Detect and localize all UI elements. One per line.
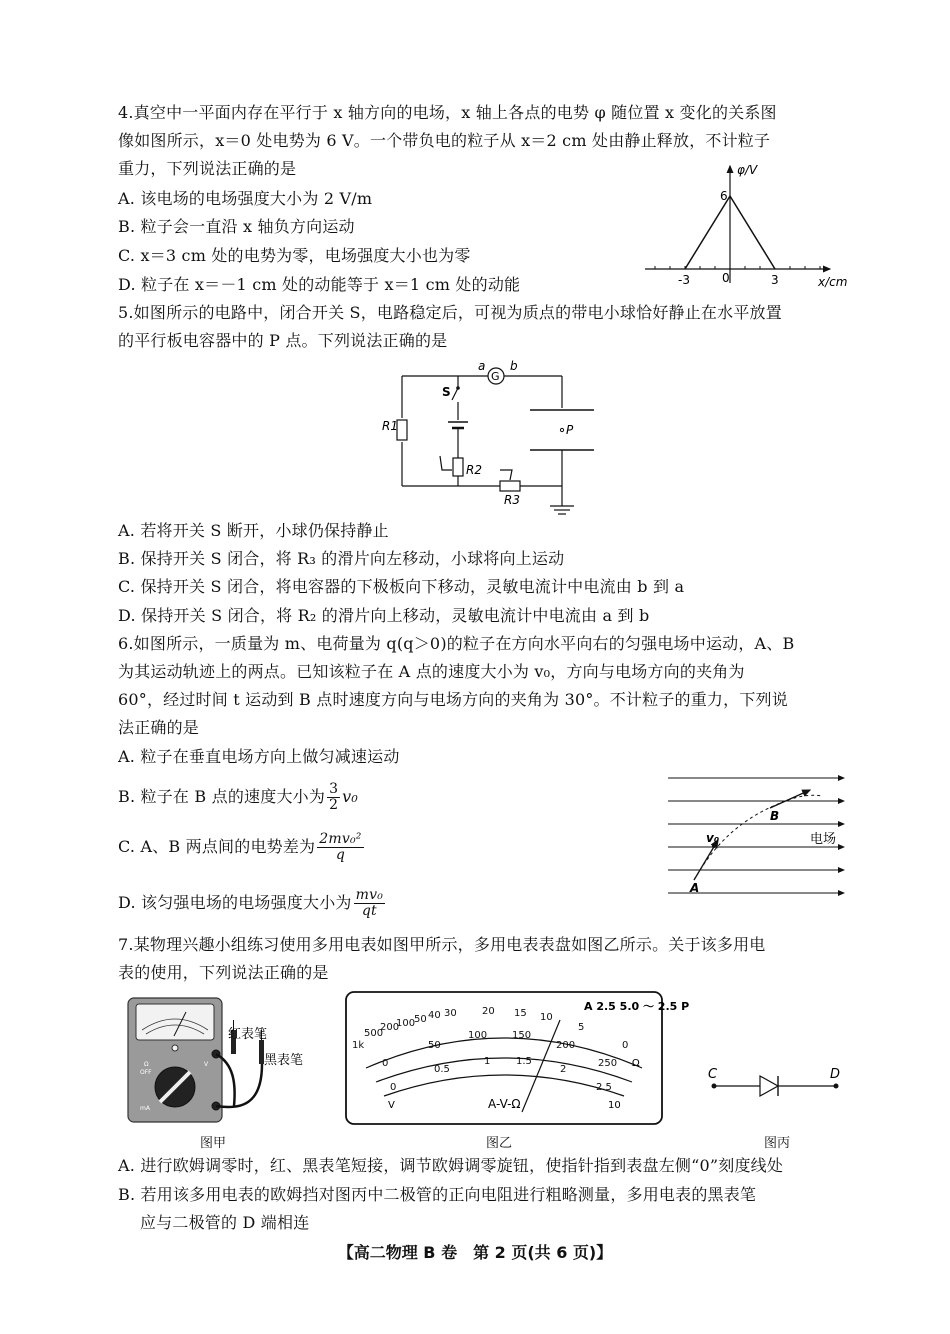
dial-center-label: A-V-Ω xyxy=(488,1097,521,1111)
q6-option-a: A. 粒子在垂直电场方向上做匀减速运动 xyxy=(118,747,400,766)
mid-tick: 250 xyxy=(598,1058,618,1069)
q6-stem-line1: 6.如图所示，一质量为 m、电荷量为 q(q＞0)的粒子在方向水平向右的匀强电场中运动，A、B xyxy=(118,634,795,653)
multimeter-dial xyxy=(344,990,690,1126)
q6-option-b-unit: v₀ xyxy=(342,787,359,806)
y-axis-label: φ/V xyxy=(737,163,758,177)
q6-option-b-text: B. 粒子在 B 点的速度大小为 xyxy=(118,787,326,806)
page-footer: 【高二物理 B 卷 第 2 页(共 6 页)】 xyxy=(337,1243,613,1262)
mid-tick: 150 xyxy=(512,1030,532,1041)
multimeter-figure xyxy=(124,994,314,1128)
q4-stem-line3: 重力，下列说法正确的是 xyxy=(118,159,297,178)
caption-fig-c: 图丙 xyxy=(764,1136,791,1151)
q6-option-c xyxy=(118,832,366,863)
q5-circuit-diagram xyxy=(380,358,600,518)
svg-text:V: V xyxy=(204,1061,209,1068)
q6-option-b-fraction xyxy=(327,782,340,813)
x-axis-label: x/cm xyxy=(818,275,848,289)
ohm-tick: 10 xyxy=(540,1012,553,1023)
diode-symbol xyxy=(760,1076,778,1096)
dial-v-label: V xyxy=(388,1100,395,1111)
right-label: 3 xyxy=(771,273,779,287)
q7-option-b-line2: 应与二极管的 D 端相连 xyxy=(140,1213,310,1232)
terminal-a: a xyxy=(478,359,486,373)
galv-label: G xyxy=(491,370,500,383)
q6-option-d xyxy=(118,888,387,919)
ohm-tick: 1k xyxy=(352,1040,365,1051)
v0-label: v₀ xyxy=(706,831,720,845)
zero-adjust-screw xyxy=(172,1045,178,1051)
left-label: -3 xyxy=(678,273,690,287)
q6-stem-line4: 法正确的是 xyxy=(118,718,200,737)
q6-stem-line3: 60°，经过时间 t 运动到 B 点时速度方向与电场方向的夹角为 30°。不计粒子的重力，下列说 xyxy=(118,690,788,709)
ohm-tick: 5 xyxy=(578,1022,585,1033)
velocity-b-arrow xyxy=(770,790,810,808)
q6-option-d-text: D. 该匀强电场的电场强度大小为 xyxy=(118,893,352,912)
q4-option-d: D. 粒子在 x＝－1 cm 处的动能等于 x＝1 cm 处的动能 xyxy=(118,275,521,294)
q6-stem-line2: 为其运动轨迹上的两点。已知该粒子在 A 点的速度大小为 v₀，方向与电场方向的夹角为 xyxy=(118,662,745,681)
black-probe-wire xyxy=(216,1064,262,1107)
ohm-tick: 200 xyxy=(380,1022,400,1033)
mid-tick: 100 xyxy=(468,1030,488,1041)
q6-option-b xyxy=(118,782,358,813)
q7-stem-line1: 7.某物理兴趣小组练习使用多用电表如图甲所示，多用电表表盘如图乙所示。关于该多用电 xyxy=(118,935,766,954)
point-a-label: A xyxy=(690,881,700,895)
dial-omega-label: Ω xyxy=(632,1058,640,1069)
switch-label: S xyxy=(442,385,451,399)
origin-label: 0 xyxy=(722,271,730,285)
dial-corner-label: A 2.5 5.0 ～ 2.5 P xyxy=(584,1000,690,1013)
resistor-r3 xyxy=(500,481,520,491)
q5-stem-line1: 5.如图所示的电路中，闭合开关 S，电路稳定后，可视为质点的带电小球恰好静止在水平放置 xyxy=(118,303,782,322)
fraction-numerator: mv₀ xyxy=(355,887,384,903)
q7-option-a: A. 进行欧姆调零时，红、黑表笔短接，调节欧姆调零旋钮，使指针指到表盘左侧“0”刻度线处 xyxy=(118,1156,784,1175)
ohm-tick: 500 xyxy=(364,1028,384,1039)
q4-option-b: B. 粒子会一直沿 x 轴负方向运动 xyxy=(118,217,355,236)
diode-figure xyxy=(700,1062,850,1112)
low-tick: 2 xyxy=(560,1064,567,1075)
low-tick: 1 xyxy=(484,1056,491,1067)
q6-option-c-fraction xyxy=(317,832,363,863)
fraction-numerator: 3 xyxy=(329,781,339,797)
ohm-tick: 30 xyxy=(444,1008,457,1019)
mid-tick: 200 xyxy=(556,1040,576,1051)
q6-field-diagram xyxy=(664,768,850,900)
svg-text:mA: mA xyxy=(140,1105,150,1112)
svg-text:Ω: Ω xyxy=(144,1061,149,1068)
point-b-label: B xyxy=(770,809,780,823)
low-tick: 0 xyxy=(390,1082,397,1093)
r1-label: R1 xyxy=(382,419,398,433)
switch-s xyxy=(452,388,458,400)
point-p-label: P xyxy=(566,423,574,437)
q5-option-c: C. 保持开关 S 闭合，将电容器的下极板向下移动，灵敏电流计中电流由 b 到 a xyxy=(118,577,685,596)
r3-label: R3 xyxy=(504,493,520,507)
resistor-r1 xyxy=(397,420,407,440)
fraction-denominator: 2 xyxy=(329,797,339,813)
resistor-r2 xyxy=(453,458,463,476)
peak-label: 6 xyxy=(720,189,728,203)
q5-option-d: D. 保持开关 S 闭合，将 R₂ 的滑片向上移动，灵敏电流计中电流由 a 到 b xyxy=(118,606,650,625)
q5-option-a: A. 若将开关 S 断开，小球仍保持静止 xyxy=(118,521,389,540)
svg-text:OFF: OFF xyxy=(140,1069,152,1076)
red-probe-label: 红表笔 xyxy=(228,1027,268,1042)
q4-stem-line1: 4.真空中一平面内存在平行于 x 轴方向的电场，x 轴上各点的电势 φ 随位置 x 变化的关系图 xyxy=(118,103,777,122)
r2-label: R2 xyxy=(466,463,482,477)
diode-c-label: C xyxy=(708,1067,718,1082)
fraction-numerator: 2mv₀² xyxy=(319,831,362,847)
terminal-b: b xyxy=(510,359,518,373)
ohm-tick: 100 xyxy=(396,1018,416,1029)
mid-tick: 50 xyxy=(428,1040,441,1051)
low-tick: 2.5 xyxy=(596,1082,612,1093)
ohm-tick: 0 xyxy=(622,1040,629,1051)
q7-option-b-line1: B. 若用该多用电表的欧姆挡对图丙中二极管的正向电阻进行粗略测量，多用电表的黑表笔 xyxy=(118,1185,757,1204)
fraction-denominator: qt xyxy=(361,903,377,919)
q5-stem-line2: 的平行板电容器中的 P 点。下列说法正确的是 xyxy=(118,331,448,350)
black-probe-label: 黑表笔 xyxy=(264,1053,304,1068)
low-tick: 0.5 xyxy=(434,1064,450,1075)
q4-potential-graph xyxy=(640,158,860,298)
q4-option-c: C. x＝3 cm 处的电势为零，电场强度大小也为零 xyxy=(118,246,471,265)
fraction-denominator: q xyxy=(335,847,345,863)
ohm-tick: 50 xyxy=(414,1014,427,1025)
dial-ten-label: 10 xyxy=(608,1100,621,1111)
ohm-tick: 40 xyxy=(428,1010,441,1021)
caption-fig-b: 图乙 xyxy=(486,1136,513,1151)
mid-tick: 0 xyxy=(382,1058,389,1069)
q7-stem-line2: 表的使用，下列说法正确的是 xyxy=(118,963,329,982)
caption-fig-a: 图甲 xyxy=(200,1136,227,1151)
q4-option-a: A. 该电场的电场强度大小为 2 V/m xyxy=(118,189,373,208)
ohm-tick: 15 xyxy=(514,1008,527,1019)
diode-d-label: D xyxy=(830,1067,841,1082)
ohm-tick: 20 xyxy=(482,1006,495,1017)
low-tick: 1.5 xyxy=(516,1056,532,1067)
q6-option-d-fraction xyxy=(354,888,385,919)
q4-stem-line2: 像如图所示，x＝0 处电势为 6 V。一个带负电的粒子从 x＝2 cm 处由静止释放，不计粒子 xyxy=(118,131,771,150)
field-label: 电场 xyxy=(810,832,837,847)
q5-option-b: B. 保持开关 S 闭合，将 R₃ 的滑片向左移动，小球将向上运动 xyxy=(118,549,565,568)
q6-option-c-text: C. A、B 两点间的电势差为 xyxy=(118,837,316,856)
